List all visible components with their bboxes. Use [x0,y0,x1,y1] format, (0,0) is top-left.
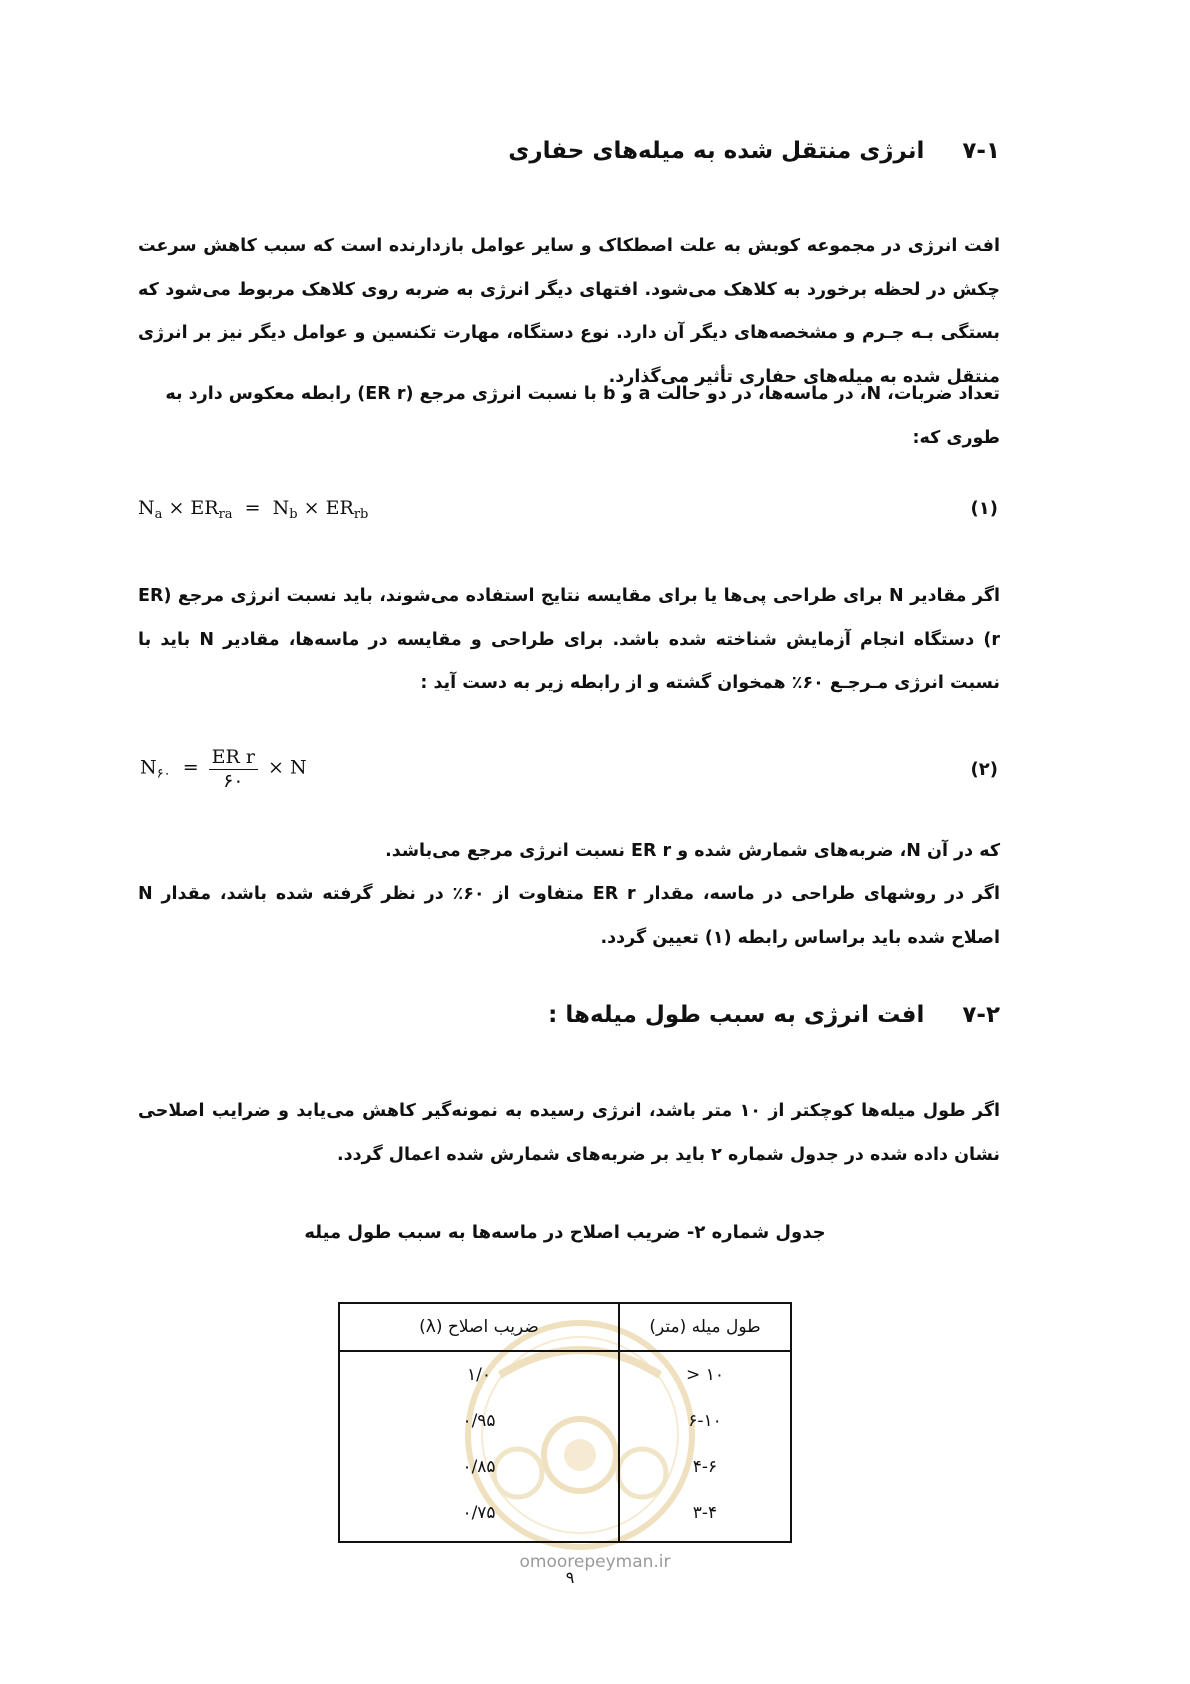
cell-correction-factor: ۰/۸۵ [462,1457,496,1477]
cell-correction-factor: ۰/۷۵ [462,1503,496,1523]
cell-correction-factor: ۰/۹۵ [462,1411,496,1431]
table-row [339,1444,791,1490]
table-row [339,1490,791,1542]
section-heading-7-1 [508,138,1000,164]
section-title: افت انرژی به سبب طول میله‌ها : [548,1002,925,1028]
cell-rod-length: ۱۰ < [619,1351,791,1398]
paragraph-blow-count: تعداد ضربات، N، در ماسه‌ها، در دو حالت a و b با نسبت انرژی مرجع (ER r) رابطه معکوس دارد به طوری که: [165,384,1000,448]
section-number: ۷-۱ [962,138,1000,164]
equation-1-number: (۱) [970,498,998,519]
paragraph-design-methods: اگر در روشهای طراحی در ماسه، مقدار ER r متفاوت از ۶۰٪ در نظر گرفته شده باشد، مقدار N اصلاح شده باید براساس رابطه (۱) تعیین گردد. [138,884,1000,948]
watermark-url: omoorepeyman.ir [519,1552,671,1572]
section-heading-7-2 [548,1002,1000,1028]
paragraph-energy-loss: افت انرژی در مجموعه کوبش به علت اصطکاک و سایر عوامل بازدارنده است که سبب کاهش سرعت چکش در لحظه برخورد به کلاهک می‌شود. افتهای دیگر انرژی به ضربه روی کلاهک مربوط می‌شود که بستگی بـه جـرم و مشخصه‌های دیگر آن دارد. نوع دستگاه، مهارت تکنسین و عوامل دیگر نیز بر انرژی منتقل شده به میله‌های حفاری تأثیر می‌گذارد. [138,236,1000,387]
section-title: انرژی منتقل شده به میله‌های حفاری [508,138,925,164]
equation-2-number: (۲) [970,759,998,780]
paragraph-where: که در آن N، ضربه‌های شمارش شده و ER r نسبت انرژی مرجع می‌باشد. [385,841,1000,861]
table-row [339,1351,791,1398]
column-header-correction-factor: ضریب اصلاح (λ) [339,1303,619,1351]
equation-1: $N_a \times ER_{ra} = N_b \times ER_{rb}$ [138,497,369,522]
column-header-rod-length: طول میله (متر) [619,1303,791,1351]
paragraph-rod-length: اگر طول میله‌ها کوچکتر از ۱۰ متر باشد، انرژی رسیده به نمونه‌گیر کاهش می‌یابد و ضرایب اصلاحی نشان داده شده در جدول شماره ۲ باید بر ضربه‌های شمارش شده اعمال گردد. [138,1101,1000,1165]
table-header-row [339,1303,791,1351]
cell-rod-length: ۶-۱۰ [619,1398,791,1444]
equation-2: $N_{۶۰}$ = $\frac{\text{ER r}}{۶۰}$ × N [140,746,307,792]
fraction: $\frac{\text{ER r}}{۶۰}$ [209,745,258,792]
cell-rod-length: ۳-۴ [619,1490,791,1542]
section-number: ۷-۲ [962,1002,1000,1028]
page-number: ۹ [565,1568,575,1587]
table-caption: جدول شماره ۲- ضریب اصلاح در ماسه‌ها به سبب طول میله [304,1222,826,1243]
cell-correction-factor: ۱/۰ [467,1365,491,1385]
table-row [339,1398,791,1444]
rod-length-correction-table [338,1302,792,1543]
cell-rod-length: ۴-۶ [619,1444,791,1490]
paragraph-reference-energy: اگر مقادیر N برای طراحی پی‌ها یا برای مقایسه نتایج استفاده می‌شوند، باید نسبت انرژی مرجع (ER r) دستگاه انجام آزمایش شناخته شده باشد. برای طراحی و مقایسه در ماسه‌ها، مقادیر N باید با نسبت انرژی مـرجـع ۶۰٪ همخوان گشته و از رابطه زیر به دست آید : [138,586,1000,693]
